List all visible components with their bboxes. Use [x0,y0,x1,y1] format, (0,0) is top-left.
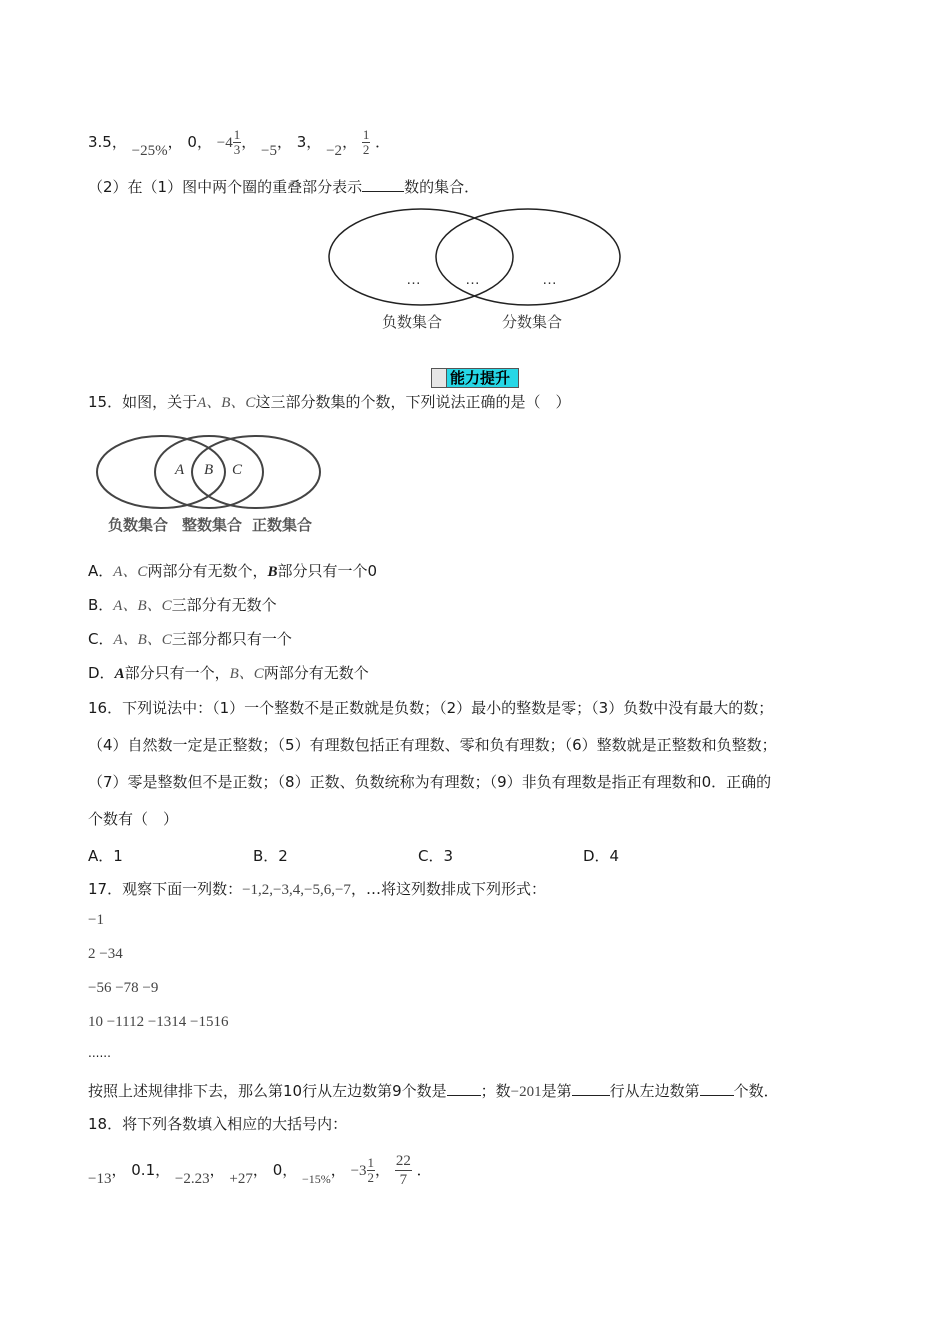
answer-blank[interactable] [362,177,404,192]
label-integer-set: 整数集合 [182,516,243,534]
q17-stem [88,878,546,901]
q17-number-neg201: −201 [510,1084,542,1100]
denominator: 2 [367,1170,375,1185]
q14-part2-text-end: 数的集合． [404,178,480,196]
option-c-text: 三部分都只有一个 [171,630,292,648]
q14-number-3: 3， [296,133,322,151]
separator: ， [252,1161,268,1179]
q15-stem-end: 这三部分数集的个数，下列说法正确的是（ ） [255,393,571,411]
separator: ， [167,133,183,151]
q17-stem-end: ，…将这列数排成下列形式： [350,880,546,898]
answer-blank-3[interactable] [700,1081,734,1096]
venn1-dots-right: … [542,271,557,288]
venn-diagram-three-sets [92,432,328,538]
option-letter: D． [88,664,115,682]
region-b-label: B [204,462,214,478]
option-letter: C． [88,630,114,648]
option-letter: A． [88,562,114,580]
q16-option-a[interactable]: A．1 [88,847,123,865]
numerator: 22 [395,1153,411,1169]
fraction-set-ellipse [436,209,620,305]
option-d-text-end: 两部分有无数个 [263,664,369,682]
q14-number-neg25pct: −25% [131,143,168,159]
q14-fraction-1-3 [233,128,242,157]
q15-option-c[interactable] [88,628,292,651]
q17-question-text-1: 按照上述规律排下去，那么第10行从左边数第9个数是 [88,1082,447,1100]
venn1-dots-mid: … [465,271,480,288]
q17-row-4: 10 −1112 −1314 −1516 [88,1014,229,1030]
q17-question-text-2: ；数 [480,1082,511,1100]
q18-number-zero: 0， [272,1161,298,1179]
q16-line-1: 16．下列说法中：（1）一个整数不是正数就是负数；（2）最小的整数是零；（3）负数中没有最大的数； [88,699,774,717]
q15-option-b[interactable] [88,594,277,617]
q17-sequence: −1,2,−3,4,−5,6,−7 [242,882,351,898]
option-b-text: 三部分有无数个 [171,596,277,614]
q18-stem: 18．将下列各数填入相应的大括号内： [88,1115,348,1133]
region-a-label: A [175,462,185,478]
q18-number-neg13: −13 [88,1171,112,1187]
separator: ， [209,1161,225,1179]
separator: ， [342,133,358,151]
q16-line-4: 个数有（ ） [88,810,179,828]
option-a-text-end: 部分只有一个0 [277,562,378,580]
region-c-label: C [232,462,243,478]
option-a-letter-b: B [267,564,278,580]
venn-diagram-negative-fraction [320,204,630,336]
q17-stem-start: 17．观察下面一列数： [88,880,243,898]
q17-ellipsis: ...... [88,1046,111,1060]
q17-question-text-4: 行从左边数第 [609,1082,700,1100]
q14-number-3-5: 3.5， [88,133,127,151]
q15-stem [88,391,570,414]
q16-option-d[interactable]: D．4 [583,847,620,865]
denominator: 7 [399,1172,408,1188]
separator: ， [330,1161,346,1179]
option-letter: B． [88,596,114,614]
separator: ， [241,133,257,151]
q15-option-d[interactable] [88,662,369,685]
answer-blank-2[interactable] [572,1081,610,1096]
venn1-label-fraction: 分数集合 [502,313,563,331]
denominator: 3 [233,142,241,157]
q17-row-2: 2 −34 [88,946,123,962]
venn1-dots-left: … [406,271,421,288]
banner-text: 能力提升 [450,369,511,387]
q16-option-c[interactable]: C．3 [418,847,454,865]
negative-set-ellipse [329,209,513,305]
q17-question-text-3: 是第 [541,1082,572,1100]
period: ． [375,133,391,151]
label-positive-set: 正数集合 [252,516,313,534]
separator: ， [375,1161,391,1179]
q16-line-3: （7）零是整数但不是正数；（8）正数、负数统称为有理数；（9）非负有理数是指正有理数和0．正确的 [88,773,772,791]
q18-fraction-1-2 [367,1156,376,1185]
q16-option-b[interactable]: B．2 [253,847,288,865]
q17-question [88,1080,779,1103]
q14-part2 [88,176,479,198]
option-d-letter-a: A [114,666,125,682]
q14-number-neg4-whole: −4 [216,135,233,151]
denominator: 2 [362,142,370,157]
q18-number-neg2-23: −2.23 [174,1171,210,1187]
numerator: 1 [362,127,370,142]
q18-number-0-1: 0.1， [131,1161,171,1179]
venn1-label-negative: 负数集合 [382,313,443,331]
q14-number-zero: 0， [187,133,212,151]
q15-option-a[interactable] [88,560,377,583]
separator: ， [276,133,292,151]
numerator: 1 [233,127,241,142]
separator: ， [111,1161,127,1179]
period: ． [416,1161,432,1179]
q18-fraction-22-7 [395,1152,412,1189]
q15-stem-start: 15．如图，关于 [88,393,198,411]
option-a-letters: A、C [113,564,148,580]
q15-letters: A、B、C [197,395,256,411]
label-negative-set: 负数集合 [108,516,169,534]
q14-fraction-1-2 [362,128,371,157]
option-d-text: 部分只有一个， [124,664,230,682]
option-a-text: 两部分有无数个， [147,562,268,580]
q18-number-list [88,1152,432,1189]
q16-line-2: （4）自然数一定是正整数；（5）有理数包括正有理数、零和负有理数；（6）整数就是正整数和负整数； [88,736,777,754]
q18-number-neg3-whole: −3 [350,1163,367,1179]
section-banner [431,368,519,388]
option-c-letters: A、B、C [113,632,172,648]
q18-number-plus27: +27 [229,1171,253,1187]
answer-blank-1[interactable] [447,1081,481,1096]
q14-number-list [88,128,390,157]
numerator: 1 [367,1155,375,1170]
q14-number-neg5: −5 [261,143,277,159]
banner-box [432,369,447,387]
q17-row-3: −56 −78 −9 [88,980,159,996]
q14-number-neg2: −2 [326,143,343,159]
q17-row-1: −1 [88,912,104,928]
q18-number-neg15pct: −15% [302,1172,331,1186]
q14-part2-text: （2）在（1）图中两个圈的重叠部分表示 [88,178,363,196]
option-b-letters: A、B、C [113,598,172,614]
q17-question-text-5: 个数． [733,1082,779,1100]
option-d-letters: B、C [229,666,264,682]
